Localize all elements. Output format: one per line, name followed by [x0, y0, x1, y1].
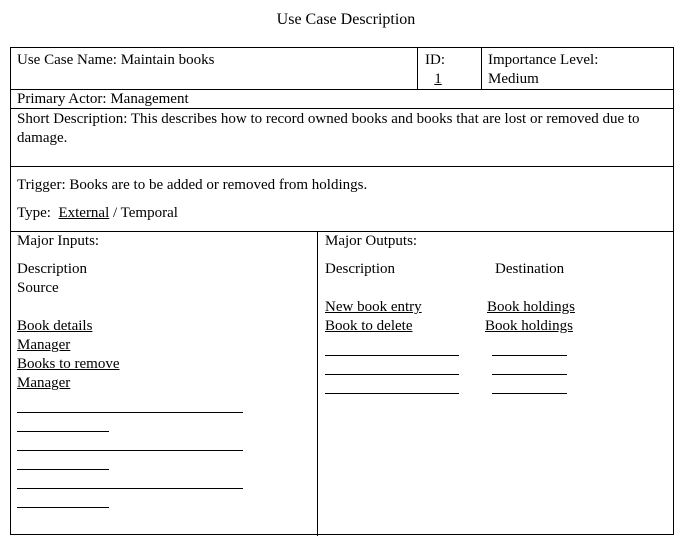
type-external: External	[58, 205, 110, 221]
io-divider	[317, 231, 318, 536]
importance-label: Importance Level:	[488, 52, 599, 68]
use-case-name: Use Case Name: Maintain books	[17, 52, 215, 68]
input-item: Books to remove	[17, 356, 120, 372]
output-blank-line	[325, 393, 459, 394]
short-description: Short Description: This describes how to record owned books and books that are lost or removed due to damage.	[17, 111, 640, 146]
description-bottom-line	[11, 166, 673, 167]
inputs-heading: Major Inputs:	[17, 233, 100, 249]
type-line	[17, 204, 178, 223]
input-item: Book details	[17, 318, 93, 334]
outputs-col-destination: Destination	[495, 261, 565, 277]
output-destination: Book holdings	[487, 299, 575, 315]
inputs-col-description: Description	[17, 261, 87, 277]
output-destination: Book holdings	[485, 318, 573, 334]
actor-bottom-line	[11, 108, 673, 109]
output-blank-line	[325, 355, 459, 356]
input-blank-line	[17, 450, 243, 451]
output-blank-line	[492, 355, 567, 356]
trigger: Trigger: Books are to be added or removed from holdings.	[17, 177, 368, 193]
importance-divider	[481, 48, 482, 89]
id-value	[425, 70, 451, 89]
use-case-form	[10, 47, 674, 535]
output-description: New book entry	[325, 299, 422, 315]
id-value-text: 1	[434, 71, 442, 87]
input-blank-line	[17, 469, 109, 470]
type-label: Type:	[17, 205, 51, 221]
output-blank-line	[492, 393, 567, 394]
outputs-col-description: Description	[325, 261, 395, 277]
input-blank-line	[17, 412, 243, 413]
output-blank-line	[492, 374, 567, 375]
output-description: Book to delete	[325, 318, 413, 334]
type-temporal: / Temporal	[113, 205, 178, 221]
output-blank-line	[325, 374, 459, 375]
outputs-heading: Major Outputs:	[325, 233, 418, 249]
input-blank-line	[17, 488, 243, 489]
id-label: ID:	[425, 52, 445, 68]
primary-actor: Primary Actor: Management	[17, 91, 189, 107]
input-blank-line	[17, 507, 109, 508]
importance-value: Medium	[488, 71, 539, 87]
input-blank-line	[17, 431, 109, 432]
document-title: Use Case Description	[276, 11, 416, 28]
input-item: Manager	[17, 337, 71, 353]
id-divider	[417, 48, 418, 89]
inputs-col-source: Source	[17, 280, 59, 296]
input-item: Manager	[17, 375, 71, 391]
